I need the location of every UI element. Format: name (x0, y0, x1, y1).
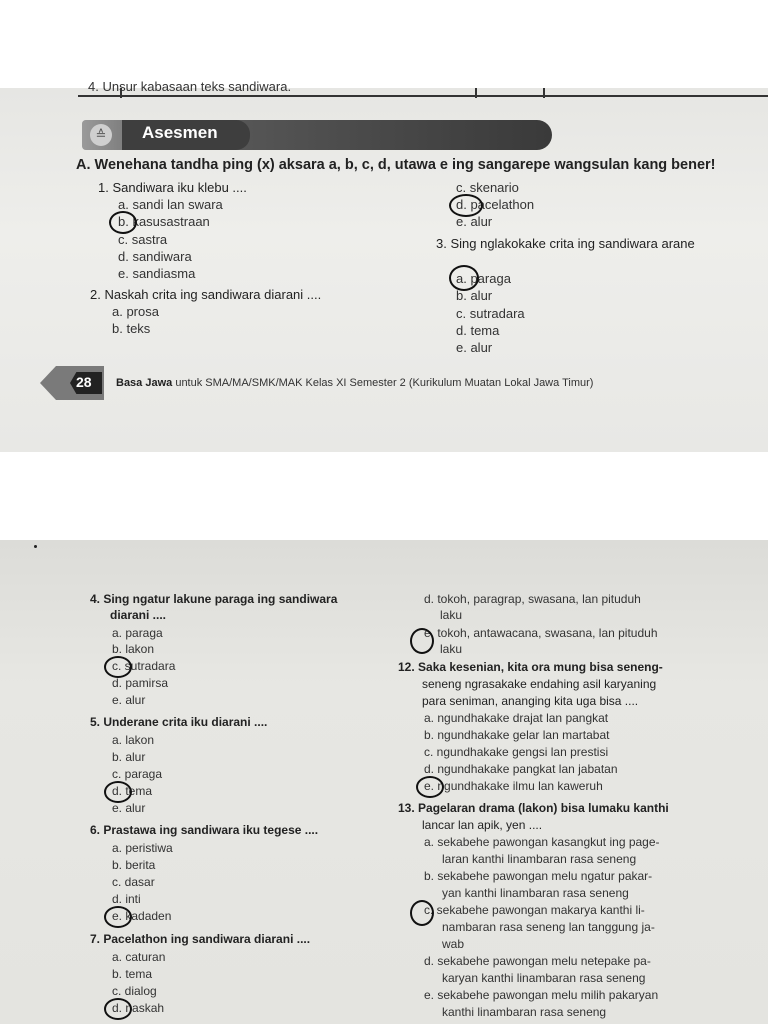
q2-option-d: d. pacelathon (456, 197, 535, 212)
q11-option-e-line1: e. tokoh, antawacana, swasana, lan pituduh (424, 626, 658, 640)
q6-option-a: a. peristiwa (112, 841, 173, 855)
q5-option-c: c. paraga (112, 767, 163, 781)
q13-option-a-line2: laran kanthi linambaran rasa seneng (442, 852, 637, 866)
q4-option-c: c. sutradara (112, 659, 176, 673)
question-3: 3. Sing nglakokake crita ing sandiwara arane (436, 236, 695, 251)
q1-option-e: e. sandiasma (118, 266, 196, 281)
question-1: 1. Sandiwara iku klebu .... (98, 180, 247, 195)
q2-option-a: a. prosa (112, 304, 159, 319)
q4-option-a: a. paraga (112, 626, 163, 640)
answer-circle-mark (104, 906, 132, 928)
answer-circle-mark (104, 656, 132, 678)
answer-circle-mark (104, 998, 132, 1020)
q11-option-e-line2: laku (440, 642, 463, 656)
question-13-line1: 13. Pagelaran drama (lakon) bisa lumaku kanthi (398, 801, 669, 815)
q12-option-c: c. ngundhakake gengsi lan prestisi (424, 745, 609, 759)
q13-option-b-line1: b. sekabehe pawongan melu ngatur pakar- (424, 869, 653, 883)
q12-option-d: d. ngundhakake pangkat lan jabatan (424, 762, 618, 776)
question-13-line2: lancar lan apik, yen .... (422, 818, 543, 832)
answer-circle-mark (104, 781, 132, 803)
q11-option-d-line2: laku (440, 608, 463, 622)
q3-option-a: a. paraga (456, 271, 511, 286)
q7-option-a: a. caturan (112, 950, 166, 964)
section-title: Asesmen (142, 123, 218, 142)
q2-option-e: e. alur (456, 214, 493, 229)
table-divider (475, 88, 477, 98)
q6-option-e: e. kadaden (112, 909, 172, 923)
question-5: 5. Underane crita iku diarani .... (90, 715, 268, 729)
q2-option-c: c. skenario (456, 180, 519, 195)
bottom-page-photo (0, 540, 768, 1024)
q5-option-e: e. alur (112, 801, 146, 815)
footer-book-title: Basa Jawa (116, 377, 173, 389)
top-page-photo (0, 79, 768, 452)
q7-option-d: d. naskah (112, 1001, 165, 1015)
table-divider (543, 88, 545, 98)
q1-option-a: a. sandi lan swara (118, 197, 223, 212)
question-4-line2: diarani .... (110, 608, 167, 622)
q5-option-a: a. lakon (112, 733, 155, 747)
q3-option-b: b. alur (456, 288, 493, 303)
q13-option-a-line1: a. sekabehe pawongan kasangkut ing page- (424, 835, 660, 849)
q13-option-e-line1: e. sekabehe pawongan melu milih pakaryan (424, 988, 659, 1002)
q1-option-b: b. kasusastraan (118, 214, 210, 229)
page-number: 28 (76, 374, 92, 390)
footer-book-subtitle: untuk SMA/MA/SMK/MAK Kelas XI Semester 2 (Kurikulum Muatan Lokal Jawa Timur) (172, 377, 594, 389)
q13-option-c-line3: wab (442, 937, 465, 951)
q6-option-c: c. dasar (112, 875, 155, 889)
q13-option-d-line1: d. sekabehe pawongan melu netepake pa- (424, 954, 651, 968)
q4-option-b: b. lakon (112, 642, 155, 656)
question-12-line3: para seniman, ananging kita uga bisa .... (422, 694, 639, 708)
q6-option-b: b. berita (112, 858, 156, 872)
cut-off-table-row: 4. Unsur kabasaan teks sandiwara. (88, 79, 292, 94)
q13-option-c-line1: c. sekabehe pawongan makarya kanthi li- (424, 903, 645, 917)
q12-option-e: e. ngundhakake ilmu lan kaweruh (424, 779, 603, 793)
q5-option-b: b. alur (112, 750, 146, 764)
q6-option-d: d. inti (112, 892, 141, 906)
chevrons-icon: ≙ (90, 124, 112, 146)
page-number-badge (40, 366, 104, 400)
q12-option-a: a. ngundhakake drajat lan pangkat (424, 711, 609, 725)
q13-option-c-line2: nambaran rasa seneng lan tanggung ja- (442, 920, 655, 934)
q1-option-c: c. sastra (118, 232, 168, 247)
question-7: 7. Pacelathon ing sandiwara diarani .... (90, 932, 311, 946)
page-footer (116, 377, 593, 389)
q7-option-b: b. tema (112, 967, 153, 981)
q3-option-e: e. alur (456, 340, 493, 355)
q4-option-d: d. pamirsa (112, 676, 169, 690)
answer-circle-mark (416, 776, 444, 798)
question-12-line1: 12. Saka kesenian, kita ora mung bisa seneng- (398, 660, 663, 674)
instruction-heading: A. Wenehana tandha ping (x) aksara a, b, c, d, utawa e ing sangarepe wangsulan kang bener! (76, 157, 716, 173)
question-4-line1: 4. Sing ngatur lakune paraga ing sandiwara (90, 592, 338, 606)
table-border-line (78, 95, 768, 97)
q4-option-e: e. alur (112, 693, 146, 707)
q5-option-d: d. tema (112, 784, 153, 798)
q13-option-d-line2: karyan kanthi linambaran rasa seneng (442, 971, 646, 985)
q11-option-d-line1: d. tokoh, paragrap, swasana, lan pituduh (424, 592, 641, 606)
q3-option-c: c. sutradara (456, 306, 525, 321)
speck (34, 545, 37, 548)
q7-option-c: c. dialog (112, 984, 157, 998)
question-12-line2: seneng ngrasakake endahing asil karyaning (422, 677, 657, 691)
q13-option-e-line2: kanthi linambaran rasa seneng (442, 1005, 607, 1019)
q13-option-b-line2: yan kanthi linambaran rasa seneng (442, 886, 629, 900)
answer-circle-mark (109, 211, 137, 234)
answer-circle-mark (410, 900, 434, 926)
answer-circle-mark (410, 628, 434, 654)
question-2: 2. Naskah crita ing sandiwara diarani .... (90, 287, 322, 302)
q12-option-b: b. ngundhakake gelar lan martabat (424, 728, 610, 742)
q2-option-b: b. teks (112, 321, 151, 336)
section-banner (82, 120, 552, 150)
q1-option-d: d. sandiwara (118, 249, 192, 264)
q3-option-d: d. tema (456, 323, 500, 338)
question-6: 6. Prastawa ing sandiwara iku tegese .... (90, 823, 319, 837)
